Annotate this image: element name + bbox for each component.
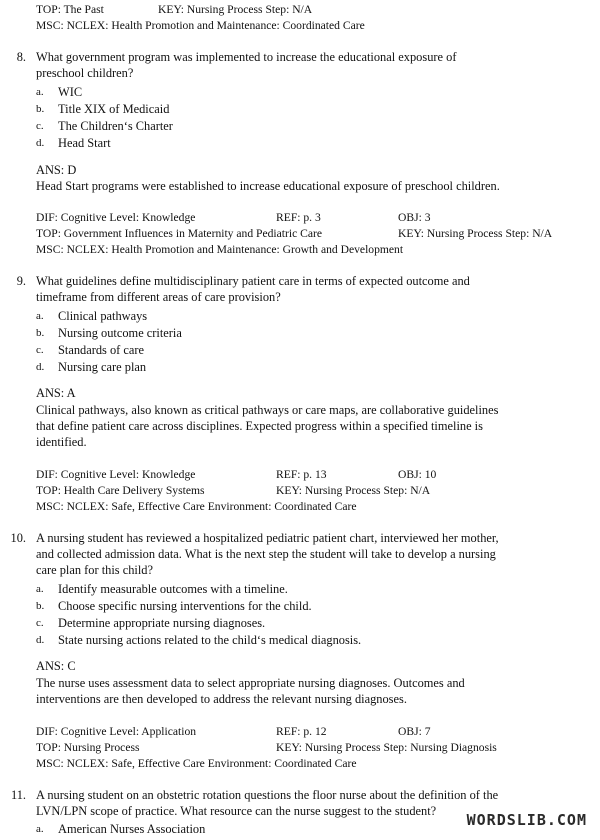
option-letter: c. [36, 617, 44, 629]
question-stem-line: A nursing student on an obstetric rotation questions the floor nurse about the definition of the [36, 788, 499, 802]
question-number: 8. [16, 50, 26, 64]
meta-obj: OBJ: 3 [398, 211, 431, 224]
option-letter: c. [36, 120, 44, 132]
meta-dif: DIF: Cognitive Level: Knowledge [36, 211, 196, 224]
meta-msc: MSC: NCLEX: Safe, Effective Care Environment: Coordinated Care [36, 500, 357, 513]
option-text: Clinical pathways [58, 309, 148, 323]
option-text: American Nurses Association [58, 822, 206, 836]
option-text: Identify measurable outcomes with a timeline. [58, 582, 288, 596]
prev-key: KEY: Nursing Process Step: N/A [158, 3, 313, 16]
question-stem-line: timeframe from different areas of care provision? [36, 290, 281, 304]
rationale-line: interventions are then developed to address the relevant nursing diagnoses. [36, 692, 407, 706]
option-letter: b. [36, 103, 45, 115]
question-stem-line: care plan for this child? [36, 563, 153, 577]
question-number: 11. [10, 788, 26, 802]
meta-msc: MSC: NCLEX: Safe, Effective Care Environment: Coordinated Care [36, 757, 357, 770]
prev-msc: MSC: NCLEX: Health Promotion and Maintenance: Coordinated Care [36, 19, 365, 32]
meta-top: TOP: Health Care Delivery Systems [36, 484, 205, 497]
meta-ref: REF: p. 12 [276, 725, 327, 738]
option-text: Determine appropriate nursing diagnoses. [58, 616, 266, 630]
question-stem-line: preschool children? [36, 66, 134, 80]
question-stem-line: LVN/LPN scope of practice. What resource can the nurse suggest to the student? [36, 804, 437, 818]
option-text: Title XIX of Medicaid [58, 102, 170, 116]
meta-obj: OBJ: 7 [398, 725, 431, 738]
rationale-line: identified. [36, 435, 87, 449]
meta-dif: DIF: Cognitive Level: Application [36, 725, 197, 738]
option-text: The Children‘s Charter [58, 119, 173, 133]
meta-key: KEY: Nursing Process Step: N/A [276, 484, 431, 497]
question-stem-line: What guidelines define multidisciplinary patient care in terms of expected outcome and [36, 274, 470, 288]
meta-top: TOP: Government Influences in Maternity and Pediatric Care [36, 227, 323, 240]
meta-dif: DIF: Cognitive Level: Knowledge [36, 468, 196, 481]
meta-ref: REF: p. 13 [276, 468, 327, 481]
option-text: Standards of care [58, 343, 145, 357]
question-stem-line: A nursing student has reviewed a hospitalized pediatric patient chart, interviewed her mother, [36, 531, 499, 545]
prev-top: TOP: The Past [36, 3, 104, 16]
option-letter: a. [36, 583, 44, 595]
option-letter: a. [36, 823, 44, 835]
option-letter: d. [36, 137, 45, 149]
question-stem-line: What government program was implemented to increase the educational exposure of [36, 50, 457, 64]
meta-msc: MSC: NCLEX: Health Promotion and Maintenance: Growth and Development [36, 243, 404, 256]
rationale-line: that define patient care across disciplines. Expected progress within a specified timeline is [36, 419, 483, 433]
answer-key: ANS: D [36, 163, 77, 177]
meta-top: TOP: Nursing Process [36, 741, 140, 754]
answer-key: ANS: C [36, 659, 76, 673]
rationale-line: Clinical pathways, also known as critical pathways or care maps, are collaborative guidelines [36, 403, 499, 417]
option-letter: b. [36, 600, 45, 612]
rationale-line: Head Start programs were established to increase educational exposure of preschool children. [36, 179, 500, 193]
option-text: Nursing care plan [58, 360, 147, 374]
question-stem-line: and collected admission data. What is the next step the student will take to develop a nursing [36, 547, 496, 561]
option-letter: a. [36, 86, 44, 98]
option-letter: d. [36, 634, 45, 646]
meta-ref: REF: p. 3 [276, 211, 321, 224]
option-text: Nursing outcome criteria [58, 326, 182, 340]
meta-obj: OBJ: 10 [398, 468, 437, 481]
option-text: Head Start [58, 136, 111, 150]
option-letter: c. [36, 344, 44, 356]
question-number: 10. [10, 531, 26, 545]
meta-key: KEY: Nursing Process Step: N/A [398, 227, 553, 240]
option-text: State nursing actions related to the child‘s medical diagnosis. [58, 633, 362, 647]
watermark-logo: WORDSLIB.COM [464, 811, 590, 829]
meta-key: KEY: Nursing Process Step: Nursing Diagnosis [276, 741, 497, 754]
option-text: Choose specific nursing interventions for the child. [58, 599, 312, 613]
option-letter: a. [36, 310, 44, 322]
rationale-line: The nurse uses assessment data to select appropriate nursing diagnoses. Outcomes and [36, 676, 465, 690]
option-letter: d. [36, 361, 45, 373]
option-text: WIC [58, 85, 83, 99]
answer-key: ANS: A [36, 386, 76, 400]
question-number: 9. [16, 274, 26, 288]
option-letter: b. [36, 327, 45, 339]
